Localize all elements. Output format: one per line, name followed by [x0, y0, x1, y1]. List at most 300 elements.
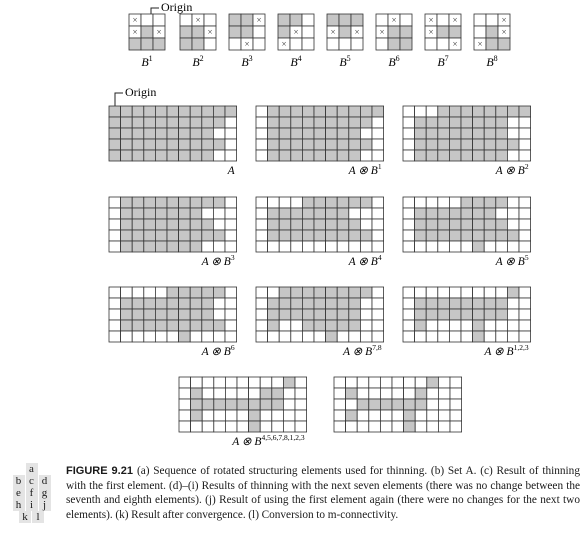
grid-cell	[109, 139, 121, 150]
se-cell	[474, 26, 486, 38]
grid-cell	[190, 331, 202, 342]
se-cell	[302, 38, 314, 50]
grid-cell	[268, 320, 280, 331]
grid-cell	[213, 230, 225, 241]
grid-cell	[337, 241, 349, 252]
thinning-grid-9	[403, 287, 531, 358]
grid-cell	[449, 117, 461, 128]
figure-label: FIGURE 9.21	[66, 465, 133, 477]
grid-cell	[132, 309, 144, 320]
grid-cell	[360, 320, 372, 331]
grid-cell	[225, 410, 237, 421]
grid-cell	[507, 320, 519, 331]
grid-cell	[438, 399, 450, 410]
se-cell	[339, 26, 351, 38]
grid-cell	[237, 410, 249, 421]
grid-cell	[392, 399, 404, 410]
grid-cell	[438, 241, 450, 252]
se-cell	[153, 38, 165, 50]
grid-cell	[438, 377, 450, 388]
grid-cell	[473, 139, 485, 150]
grid-cell	[357, 377, 369, 388]
grid-cell	[372, 197, 384, 208]
grid-cell	[268, 331, 280, 342]
grid-cell	[155, 309, 167, 320]
grid-cell	[473, 320, 485, 331]
grid-cell	[438, 117, 450, 128]
grid-cell	[403, 117, 415, 128]
grid-cell	[507, 230, 519, 241]
grid-cell	[461, 241, 473, 252]
grid-cell	[449, 298, 461, 309]
grid-cell	[121, 230, 133, 241]
grid-cell	[302, 298, 314, 309]
grid-cell	[179, 208, 191, 219]
grid-cell	[302, 197, 314, 208]
grid-cell	[403, 287, 415, 298]
grid-cell	[302, 117, 314, 128]
grid-cell	[449, 309, 461, 320]
grid-cell	[484, 139, 496, 150]
grid-cell	[349, 230, 361, 241]
grid-cell	[225, 320, 237, 331]
grid-cell	[326, 197, 338, 208]
grid-cell	[496, 150, 508, 161]
grid-cell	[473, 197, 485, 208]
grid-cell	[337, 331, 349, 342]
grid-cell	[260, 410, 272, 421]
grid-cell	[132, 197, 144, 208]
grid-cell	[496, 320, 508, 331]
se-cell	[302, 26, 314, 38]
grid-cell	[314, 230, 326, 241]
grid-cell	[225, 150, 237, 161]
grid-cell	[337, 197, 349, 208]
se-cell	[253, 26, 265, 38]
grid-cell	[225, 298, 237, 309]
grid-cell	[155, 320, 167, 331]
se-cell	[180, 38, 192, 50]
grid-cell	[144, 298, 156, 309]
grid-cell	[507, 241, 519, 252]
grid-cell	[121, 117, 133, 128]
dont-care-mark: ×	[379, 27, 385, 37]
grid-cell	[349, 309, 361, 320]
grid-cell	[450, 421, 462, 432]
grid-cell	[314, 241, 326, 252]
grid-cell	[291, 128, 303, 139]
grid-cell	[496, 230, 508, 241]
grid-cell	[167, 241, 179, 252]
grid-cell	[426, 208, 438, 219]
grid-cell	[360, 287, 372, 298]
dont-care-mark: ×	[293, 27, 299, 37]
grid-cell	[144, 331, 156, 342]
grid-cell	[426, 241, 438, 252]
se-cell	[241, 14, 253, 26]
grid-cell	[484, 241, 496, 252]
grid-cell	[268, 298, 280, 309]
grid-cell	[404, 377, 416, 388]
grid-cell	[415, 287, 427, 298]
grid-cell	[268, 117, 280, 128]
dont-care-mark: ×	[195, 15, 201, 25]
grid-cell	[372, 320, 384, 331]
se-cell	[376, 38, 388, 50]
grid-cell	[202, 208, 214, 219]
se-cell	[141, 38, 153, 50]
grid-cell	[415, 139, 427, 150]
grid-cell	[360, 298, 372, 309]
caption-text: (a) Sequence of rotated structuring elements used for thinning. (b) Set A. (c) Result of thinning with the first element. (d)–(i) Results of thinning with the next seven elements (there was no change between the seventh and eighth elements). (j) Result of using the first element again (there were no changes for the next two elements). (k) Result after convergence. (l) Conversion to m-connectivity.	[66, 465, 580, 522]
grid-cell	[403, 309, 415, 320]
thinning-grid-5	[256, 197, 384, 268]
structuring-element-label: $B^2$	[192, 54, 204, 69]
grid-cell	[213, 106, 225, 117]
grid-cell	[179, 410, 191, 421]
grid-cell	[314, 150, 326, 161]
grid-cell	[438, 388, 450, 399]
grid-cell	[507, 208, 519, 219]
grid-cell	[450, 388, 462, 399]
se-cell	[351, 14, 363, 26]
grid-cell	[519, 309, 531, 320]
grid-cell	[291, 150, 303, 161]
grid-cell	[392, 410, 404, 421]
grid-cell	[155, 219, 167, 230]
grid-cell	[237, 399, 249, 410]
structuring-element-label: $B^1$	[141, 54, 153, 69]
panel-letter: i	[26, 499, 38, 511]
grid-cell	[260, 399, 272, 410]
grid-cell	[155, 197, 167, 208]
grid-cell	[225, 139, 237, 150]
grid-label: A ⊗ B$^{1,2,3}$	[484, 343, 529, 358]
grid-cell	[190, 230, 202, 241]
grid-cell	[202, 320, 214, 331]
grid-cell	[302, 106, 314, 117]
grid-cell	[427, 388, 439, 399]
grid-cell	[314, 320, 326, 331]
grid-cell	[314, 287, 326, 298]
grid-cell	[121, 106, 133, 117]
grid-cell	[268, 197, 280, 208]
se-cell	[253, 38, 265, 50]
grid-cell	[415, 399, 427, 410]
grid-cell	[403, 197, 415, 208]
grid-cell	[279, 139, 291, 150]
grid-cell	[346, 388, 358, 399]
grid-cell	[291, 219, 303, 230]
grid-label: A ⊗ $B^1$	[348, 162, 382, 177]
structuring-element-b3	[229, 14, 265, 69]
grid-cell	[349, 241, 361, 252]
grid-cell	[225, 331, 237, 342]
dont-care-mark: ×	[452, 15, 458, 25]
dont-care-mark: ×	[132, 27, 138, 37]
grid-cell	[349, 287, 361, 298]
grid-cell	[121, 128, 133, 139]
grid-cell	[426, 106, 438, 117]
grid-cell	[109, 298, 121, 309]
grid-cell	[426, 331, 438, 342]
grid-cell	[213, 197, 225, 208]
grid-cell	[291, 298, 303, 309]
figure-caption	[66, 464, 580, 523]
grid-cell	[438, 230, 450, 241]
grid-cell	[337, 230, 349, 241]
grid-cell	[360, 117, 372, 128]
grid-cell	[372, 219, 384, 230]
grid-cell	[225, 377, 237, 388]
grid-cell	[179, 117, 191, 128]
se-cell	[192, 38, 204, 50]
grid-cell	[380, 388, 392, 399]
grid-cell	[438, 421, 450, 432]
grid-cell	[167, 309, 179, 320]
thinning-grid-3	[403, 106, 531, 177]
grid-cell	[144, 219, 156, 230]
grid-cell	[190, 287, 202, 298]
grid-cell	[519, 197, 531, 208]
grid-cell	[449, 208, 461, 219]
grid-cell	[449, 331, 461, 342]
grid-label: A ⊗ $B^2$	[495, 162, 529, 177]
grid-cell	[337, 117, 349, 128]
grid-cell	[179, 150, 191, 161]
grid-cell	[179, 197, 191, 208]
grid-cell	[314, 309, 326, 320]
grid-cell	[202, 150, 214, 161]
grid-cell	[496, 219, 508, 230]
grid-cell	[380, 377, 392, 388]
grid-cell	[167, 106, 179, 117]
se-cell	[204, 14, 216, 26]
grid-cell	[225, 421, 237, 432]
grid-cell	[496, 117, 508, 128]
grid-cell	[372, 298, 384, 309]
grid-cell	[426, 230, 438, 241]
grid-cell	[403, 230, 415, 241]
thinning-grid-10	[179, 377, 307, 448]
grid-label: A ⊗ $B^5$	[495, 253, 529, 268]
grid-cell	[256, 197, 268, 208]
grid-cell	[415, 128, 427, 139]
grid-cell	[155, 298, 167, 309]
grid-cell	[496, 208, 508, 219]
grid-cell	[283, 377, 295, 388]
grid-cell	[403, 219, 415, 230]
grid-cell	[380, 421, 392, 432]
grid-cell	[190, 219, 202, 230]
grid-cell	[132, 241, 144, 252]
grid-cell	[121, 287, 133, 298]
grid-cell	[155, 208, 167, 219]
grid-cell	[256, 241, 268, 252]
grid-cell	[279, 331, 291, 342]
grid-cell	[291, 287, 303, 298]
structuring-element-label: $B^4$	[290, 54, 302, 69]
se-cell	[437, 38, 449, 50]
grid-cell	[225, 241, 237, 252]
grid-cell	[249, 410, 261, 421]
grid-cell	[279, 287, 291, 298]
structuring-element-b6	[376, 14, 412, 69]
panel-letter: d	[39, 475, 51, 487]
grid-cell	[507, 128, 519, 139]
structuring-element-label: $B^8$	[486, 54, 498, 69]
grid-cell	[349, 197, 361, 208]
grid-cell	[403, 150, 415, 161]
se-cell	[180, 26, 192, 38]
grid-cell	[268, 150, 280, 161]
grid-cell	[144, 128, 156, 139]
panel-letter: e	[13, 487, 25, 499]
grid-cell	[179, 388, 191, 399]
grid-cell	[225, 219, 237, 230]
grid-cell	[167, 197, 179, 208]
grid-cell	[519, 150, 531, 161]
origin-label-grid: Origin	[125, 85, 157, 99]
grid-cell	[496, 106, 508, 117]
grid-cell	[213, 241, 225, 252]
grid-cell	[507, 219, 519, 230]
structuring-element-b7	[425, 14, 461, 69]
grid-cell	[415, 388, 427, 399]
grid-cell	[326, 208, 338, 219]
grid-cell	[496, 241, 508, 252]
grid-cell	[519, 139, 531, 150]
grid-cell	[326, 150, 338, 161]
grid-cell	[121, 320, 133, 331]
grid-cell	[191, 388, 203, 399]
grid-cell	[302, 139, 314, 150]
grid-cell	[213, 117, 225, 128]
grid-cell	[202, 287, 214, 298]
dont-care-mark: ×	[132, 15, 138, 25]
grid-cell	[202, 377, 214, 388]
grid-cell	[337, 298, 349, 309]
dont-care-mark: ×	[501, 27, 507, 37]
grid-cell	[268, 309, 280, 320]
grid-cell	[302, 320, 314, 331]
se-cell	[339, 14, 351, 26]
grid-cell	[438, 197, 450, 208]
grid-cell	[144, 117, 156, 128]
grid-cell	[372, 309, 384, 320]
grid-cell	[426, 287, 438, 298]
grid-cell	[268, 241, 280, 252]
grid-cell	[404, 399, 416, 410]
grid-cell	[484, 309, 496, 320]
grid-cell	[461, 298, 473, 309]
grid-cell	[450, 410, 462, 421]
legend-row	[8, 463, 56, 475]
grid-cell	[260, 421, 272, 432]
grid-cell	[314, 197, 326, 208]
se-cell	[339, 38, 351, 50]
grid-cell	[438, 150, 450, 161]
grid-cell	[225, 230, 237, 241]
grid-cell	[256, 208, 268, 219]
grid-cell	[449, 287, 461, 298]
grid-cell	[109, 128, 121, 139]
se-cell	[486, 26, 498, 38]
grid-cell	[461, 197, 473, 208]
grid-cell	[302, 331, 314, 342]
grid-cell	[372, 117, 384, 128]
grid-cell	[326, 117, 338, 128]
grid-cell	[302, 241, 314, 252]
dont-care-mark: ×	[477, 39, 483, 49]
grid-cell	[256, 230, 268, 241]
grid-cell	[202, 128, 214, 139]
grid-cell	[132, 287, 144, 298]
grid-cell	[349, 320, 361, 331]
grid-cell	[121, 139, 133, 150]
grid-cell	[449, 128, 461, 139]
grid-cell	[279, 309, 291, 320]
grid-cell	[202, 117, 214, 128]
se-cell	[486, 14, 498, 26]
grid-cell	[302, 208, 314, 219]
grid-cell	[202, 106, 214, 117]
grid-cell	[369, 421, 381, 432]
grid-cell	[415, 106, 427, 117]
grid-cell	[302, 219, 314, 230]
grid-label: A ⊗ B$^{7,8}$	[342, 343, 382, 358]
grid-cell	[461, 331, 473, 342]
grid-cell	[302, 150, 314, 161]
se-cell	[278, 14, 290, 26]
grid-cell	[369, 399, 381, 410]
se-cell	[290, 14, 302, 26]
grid-cell	[272, 388, 284, 399]
se-cell	[141, 26, 153, 38]
grid-cell	[426, 309, 438, 320]
grid-cell	[496, 197, 508, 208]
grid-cell	[268, 128, 280, 139]
grid-cell	[415, 117, 427, 128]
grid-cell	[109, 309, 121, 320]
grid-cell	[190, 139, 202, 150]
grid-cell	[380, 410, 392, 421]
grid-cell	[415, 230, 427, 241]
thinning-grid-7	[109, 287, 237, 358]
se-cell	[388, 38, 400, 50]
grid-cell	[295, 388, 307, 399]
grid-cell	[225, 309, 237, 320]
dont-care-mark: ×	[281, 39, 287, 49]
grid-cell	[144, 309, 156, 320]
grid-cell	[291, 106, 303, 117]
grid-cell	[450, 377, 462, 388]
grid-cell	[484, 117, 496, 128]
grid-cell	[167, 208, 179, 219]
grid-cell	[473, 150, 485, 161]
grid-cell	[360, 208, 372, 219]
grid-cell	[283, 421, 295, 432]
dont-care-mark: ×	[428, 15, 434, 25]
grid-cell	[302, 287, 314, 298]
grid-cell	[191, 421, 203, 432]
dont-care-mark: ×	[501, 15, 507, 25]
grid-cell	[190, 298, 202, 309]
dont-care-mark: ×	[354, 27, 360, 37]
grid-cell	[349, 331, 361, 342]
grid-cell	[268, 139, 280, 150]
grid-cell	[473, 208, 485, 219]
